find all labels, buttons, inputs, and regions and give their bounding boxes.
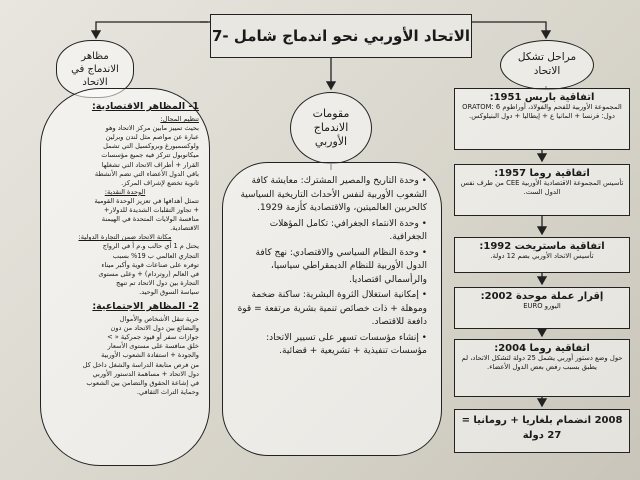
stage-heading: اتفاقية روما 2004: [494, 343, 590, 354]
section1-line: الوحدة النقدية: [104, 187, 146, 196]
section1-title: 1- المظاهر الاقتصادية: [91, 101, 199, 112]
section1-line: مكانة الاتحاد ضمن التجارة الدولية: [78, 233, 172, 242]
section1-line: التجارة بين دول الاتحاد تم تنهج [116, 278, 199, 287]
section1-line: منافسة الولايات المتحدة في الهيمنة [101, 215, 199, 224]
section1-line: في العالم (روتردام) + وعلى مستوى [98, 269, 199, 278]
section1-line: ولوكسمبورغ وبروكسيل التي تشمل [103, 142, 199, 151]
stage-maastricht-1992 [454, 237, 630, 273]
section1-line: سياسة السوق الوحيد. [139, 287, 199, 296]
oval-center-label: مقومات الاندماج الأوربي [312, 106, 350, 149]
stage-heading: اتفاقية روما 1957: [494, 168, 590, 179]
section1-line: بحيث تمييز مابين مركز الاتحاد وهو [105, 124, 199, 133]
foundation-point: • وحدة التاريخ والمصير المشترك: معايشة كافة الشعوب الأوربية لنفس الأحداث التاريخية السياسية كالحربين العالميتين، والاقتصادية كأزمة 1929. [240, 176, 427, 213]
stage-heading: 2008 انضمام بلغاريا + رومانيا = 27 دولة [461, 415, 623, 441]
stage-2008-enlargement [454, 409, 630, 453]
section2-line: والبضائع بين دول الاتحاد من دون [110, 324, 199, 333]
section1-line: يحتل م 1 أي حالب و.م أ في الرواج [102, 242, 199, 251]
section2-line: حرية تنقل الأشخاص والأموال [119, 315, 199, 324]
stage-heading: اتفاقية باريس 1951: [489, 92, 595, 103]
stage-body: المجموعة الأوربية للفحم والفولاذ، أوراطوم ORATOM: 6 دول: فرنسا + المانيا ع + إيطاليا + دول البنيلوكس. [462, 103, 622, 121]
section1-line: باقي الدول الأعضاء التي تضم الأنشطة [94, 169, 199, 178]
page-title: 7- الاتحاد الأوربي نحو اندماج شامل [211, 27, 471, 45]
section1-line: عبارة عن مواصم مثل لندن وبرلين [105, 133, 199, 142]
section1-line: تتمثل أهدافها في تعزيز الوحدة القومية [94, 196, 199, 205]
section1-line: تنظيم المجال: [160, 115, 199, 124]
foundation-point: • إنشاء مؤسسات تسهر على تسيير الاتحاد: مؤسسات تنفيذية + تشريعية + قضائية. [266, 332, 427, 356]
oval-left-label: مظاهر الاندماج في الاتحاد [71, 50, 119, 88]
stage-body: حول وضع دستور أوربي يشمل 25 دولة لتشكل الاتحاد، لم يطبق بسبب رفض بعض الدول الأعضاء. [461, 354, 623, 372]
section1-line: ميكانوبول تتركز فيه جميع مؤسسات [101, 151, 199, 160]
section2-line: خلق منافسة على مستوى الأسعار [107, 342, 199, 351]
stage-euro-2002 [454, 287, 630, 329]
section1-line: ثانوية تخضع لإشراف المركز. [121, 178, 199, 187]
section2-line: في إشاعة الحقوق والتضامن بين الشعوب [86, 378, 199, 387]
oval-right-label: مراحل تشكل الاتحاد [517, 51, 577, 77]
stage-paris-1951 [454, 88, 630, 150]
foundation-point: • وحدة النظام السياسي والاقتصادي: نهج كافة الدول الأوربية للنظام الديمقراطي سياسيا، والرأسمالي اقتصاديا. [255, 247, 427, 285]
section2-line: من فرص متابعة الدراسة والشغل داخل كل [82, 360, 199, 369]
foundation-point: • إمكانية استغلال الثروة البشرية: ساكنة ضخمة وموهلة + ذات خصائص تنمية بشرية مرتفعة = قوة دافعة للاقتصاد. [237, 290, 427, 327]
stage-body: تأسيس الاتحاد الأوربي بضم 12 دولة. [490, 252, 594, 260]
title-box [210, 14, 472, 58]
foundation-point: • وحدة الانتماء الجغرافي: تكامل المؤهلات الجغرافية. [269, 218, 427, 242]
section2-line: والجودة + استفادة الشعوب الأوربية [101, 351, 199, 360]
section2-title: 2- المظاهر الاجتماعية: [92, 300, 199, 312]
stage-rome-2004 [454, 339, 630, 397]
stage-heading: اتفاقية ماستريخت 1992: [479, 241, 605, 252]
section1-line: توفره على صناعات قوية وأكبر ميناء [101, 260, 199, 269]
section1-line: القرار + أطراف الاتحاد التي تشغلها [101, 160, 199, 169]
section1-line: التجاري العالمي ب 19% بسبب [112, 251, 199, 260]
stage-body: تأسيس المجموعة الاقتصادية الأوربية CEE من طرف نفس الدول الست. [460, 179, 624, 197]
integration-foundations-panel [222, 162, 442, 456]
oval-formation-stages [500, 40, 594, 90]
stage-body: اليورو EURO [523, 302, 561, 310]
economic-social-aspects-panel [40, 88, 210, 466]
oval-integration-foundations [290, 92, 372, 164]
stage-heading: إقرار عملة موحدة 2002: [480, 291, 604, 302]
section2-line: وحماية التراث الثقافي. [136, 387, 199, 396]
section2-line: دول الاتحاد + مساهمة الدستور الأوربي [92, 369, 199, 378]
section1-line: + تجاوز التقلبات الشديدة للدولار+ [103, 206, 199, 215]
stage-rome-1957 [454, 164, 630, 216]
section1-line: الاقتصادية. [170, 224, 199, 233]
section2-line: جوازات سفر أو قيود جمركية « > [107, 333, 199, 342]
